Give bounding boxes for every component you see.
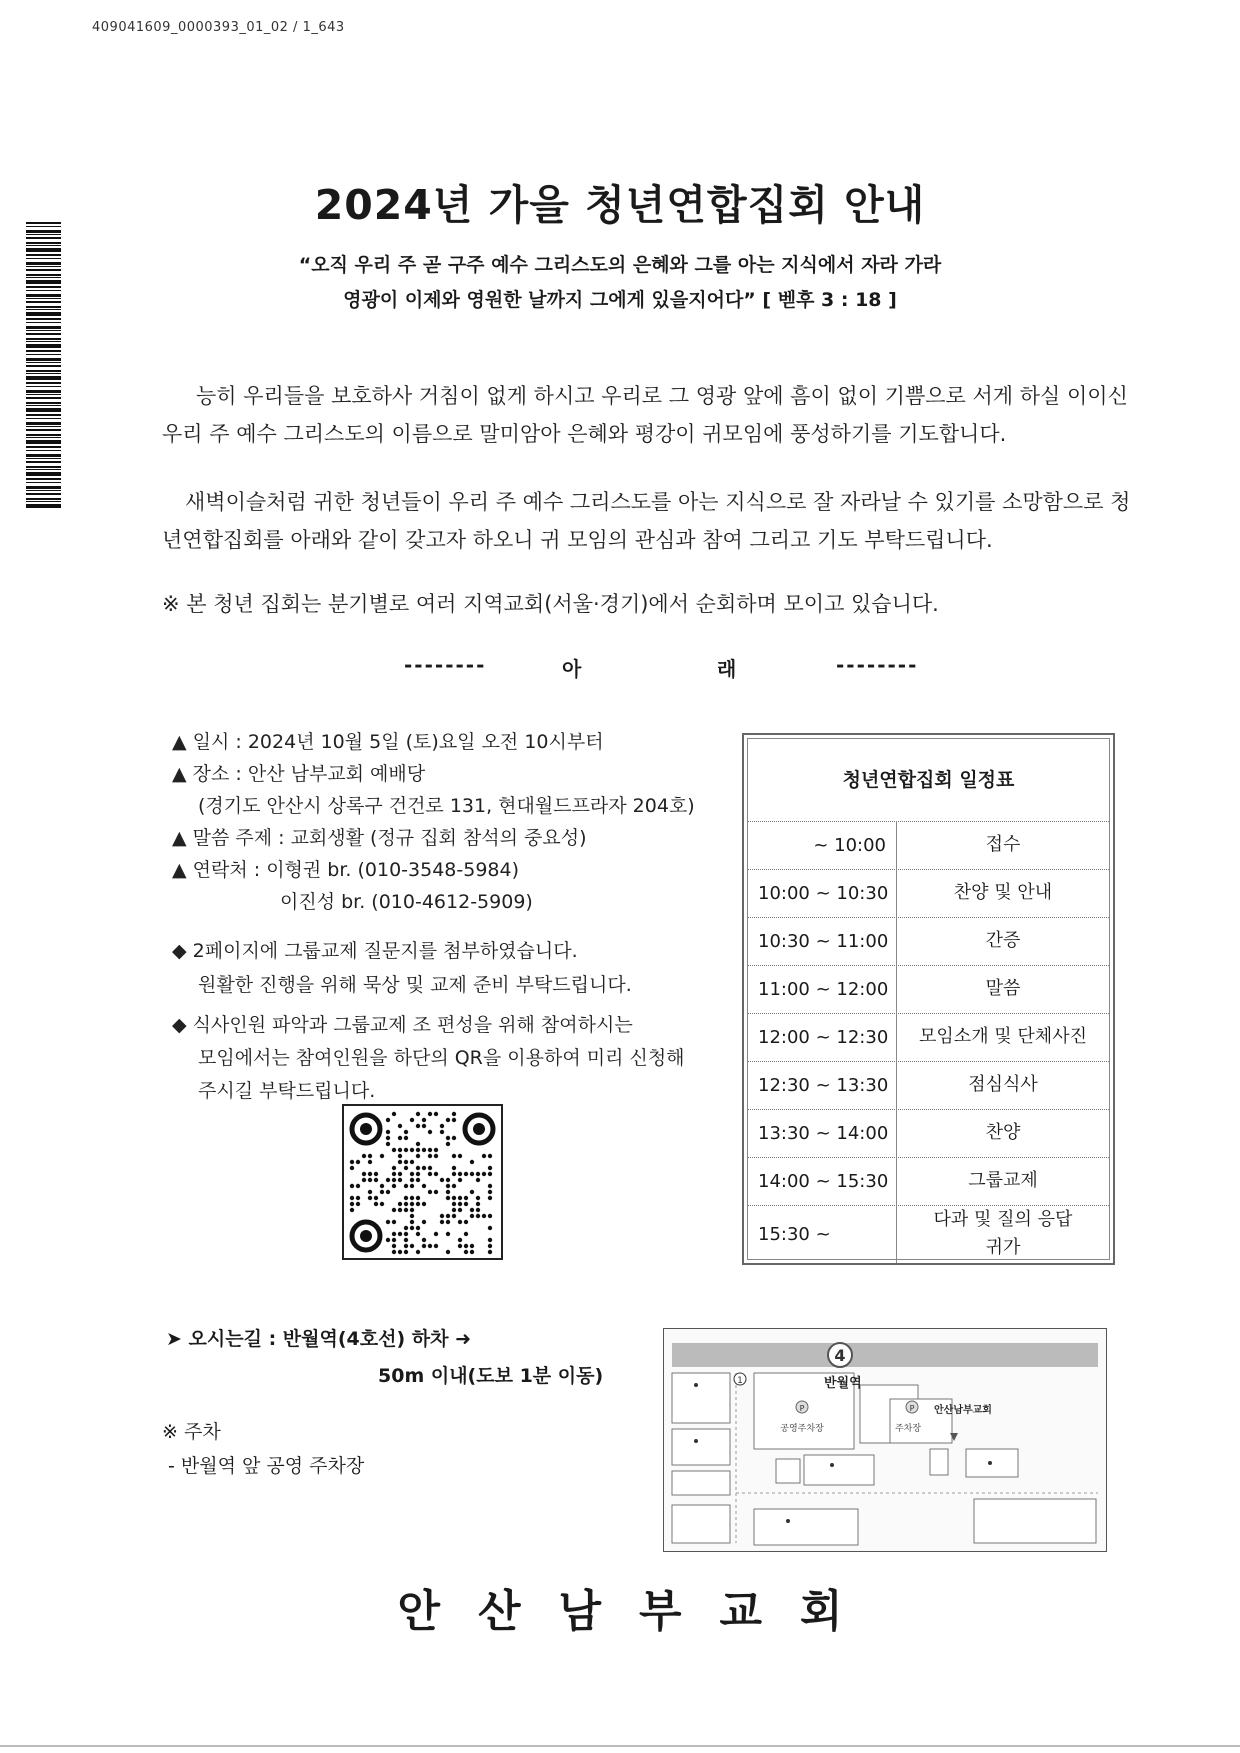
schedule-row <box>748 1205 1109 1263</box>
notice-2-line-3: 주시길 부탁드립니다. <box>198 1080 376 1102</box>
schedule-row <box>748 1157 1109 1206</box>
schedule-activity <box>897 1205 1109 1263</box>
notice-1-line-1: ◆ 2페이지에 그룹교제 질문지를 첨부하였습니다. <box>172 940 578 962</box>
parking-label: ※ 주차 <box>162 1421 221 1443</box>
notice-2-line-2: 모임에서는 참여인원을 하단의 QR을 이용하여 미리 신청해 <box>198 1047 685 1069</box>
divider-dashes-left: -------- <box>404 653 487 677</box>
page-title: 2024년 가을 청년연합집회 안내 <box>314 181 926 229</box>
notice-2-line-1: ◆ 식사인원 파악과 그룹교제 조 편성을 위해 참여하시는 <box>172 1014 633 1036</box>
directions-line-1: ➤ 오시는길 : 반월역(4호선) 하차 ➜ <box>166 1328 471 1350</box>
schedule-time: 13:30 ~ 14:00 <box>748 1109 897 1157</box>
document-id: 409041609_0000393_01_02 / 1_643 <box>92 20 345 35</box>
location-map <box>663 1328 1107 1552</box>
verse-line-1: “오직 우리 주 곧 구주 예수 그리스도의 은혜와 그를 아는 지식에서 자라 가라 <box>298 254 942 276</box>
map-public-parking-label: 공영주차장 <box>780 1424 824 1434</box>
schedule-time: 10:30 ~ 11:00 <box>748 917 897 965</box>
schedule-table <box>742 733 1115 1265</box>
schedule-time: 14:00 ~ 15:30 <box>748 1157 897 1205</box>
schedule-activity: 접수 <box>985 834 1021 855</box>
schedule-activity: 점심식사 <box>968 1074 1038 1095</box>
line-number-text: 4 <box>834 1346 846 1365</box>
schedule-row <box>748 1109 1109 1158</box>
schedule-time: 12:30 ~ 13:30 <box>748 1061 897 1109</box>
detail-sermon: ▲ 말씀 주제 : 교회생활 (정규 집회 참석의 중요성) <box>172 827 587 849</box>
parking-lot-icon: P <box>909 1404 915 1413</box>
detail-date: ▲ 일시 : 2024년 10월 5일 (토)요일 오전 10시부터 <box>172 731 604 753</box>
invitation-paragraph: 새벽이슬처럼 귀한 청년들이 우리 주 예수 그리스도를 아는 지식으로 잘 자라날 수 있기를 소망함으로 청년연합집회를 아래와 같이 갖고자 하오니 귀 모임의 관심과 참여 그리고 기도 부탁드립니다. <box>162 490 1131 552</box>
schedule-time: 12:00 ~ 12:30 <box>748 1013 897 1061</box>
schedule-row <box>748 1013 1109 1062</box>
divider-char-1: 아 <box>562 657 582 681</box>
divider-char-2: 래 <box>717 657 737 681</box>
schedule-row <box>748 869 1109 918</box>
schedule-row <box>748 1061 1109 1110</box>
schedule-time: 15:30 ~ <box>748 1205 897 1263</box>
rotation-note: ※ 본 청년 집회는 분기별로 여러 지역교회(서울·경기)에서 순회하며 모이고 있습니다. <box>162 592 939 616</box>
directions-line-2: 50m 이내(도보 1분 이동) <box>378 1365 604 1387</box>
schedule-activity-line-2: 귀가 <box>985 1237 1021 1258</box>
detail-contact-1: ▲ 연락처 : 이형권 br. (010-3548-5984) <box>172 859 520 881</box>
schedule-activity: 찬양 <box>985 1122 1021 1143</box>
schedule-activity-line-1: 다과 및 질의 응답 <box>933 1209 1073 1230</box>
schedule-activity: 말씀 <box>985 978 1021 999</box>
schedule-row <box>748 917 1109 966</box>
bottom-divider <box>0 1745 1240 1747</box>
map-parking-lot-label: 주차장 <box>894 1424 922 1434</box>
schedule-row <box>748 821 1109 870</box>
station-exit-number: 1 <box>737 1376 743 1386</box>
schedule-time: 10:00 ~ 10:30 <box>748 869 897 917</box>
greeting-paragraph: 능히 우리들을 보호하사 거침이 없게 하시고 우리로 그 영광 앞에 흠이 없이 기쁨으로 서게 하실 이이신 우리 주 예수 그리스도의 이름으로 말미암아 은혜와 평강이 귀모임에 풍성하기를 기도합니다. <box>162 384 1128 446</box>
schedule-activity: 그룹교제 <box>968 1170 1038 1191</box>
parking-info: - 반월역 앞 공영 주차장 <box>168 1455 365 1477</box>
schedule-activity: 모임소개 및 단체사진 <box>919 1026 1087 1047</box>
detail-contact-2: 이진성 br. (010-4612-5909) <box>280 891 533 913</box>
schedule-time: ~ 10:00 <box>748 821 897 869</box>
divider-dashes-right: -------- <box>836 653 919 677</box>
public-parking-icon: P <box>799 1404 805 1413</box>
detail-address: (경기도 안산시 상록구 건건로 131, 현대월드프라자 204호) <box>198 795 695 817</box>
rail-line <box>672 1343 1098 1367</box>
map-church-label: 안산남부교회 <box>934 1405 992 1416</box>
schedule-activity: 찬양 및 안내 <box>953 882 1053 903</box>
notice-1-line-2: 원활한 진행을 위해 묵상 및 교제 준비 부탁드립니다. <box>198 974 632 996</box>
verse-line-2: 영광이 이제와 영원한 날까지 그에게 있을지어다” [ 벧후 3 : 18 ] <box>343 289 897 311</box>
church-name: 안산남부교회 <box>397 1586 881 1637</box>
schedule-activity: 간증 <box>985 930 1021 951</box>
schedule-title: 청년연합집회 일정표 <box>748 739 1109 822</box>
map-station-label: 반월역 <box>824 1376 862 1391</box>
registration-qr-code[interactable] <box>342 1104 503 1260</box>
detail-place: ▲ 장소 : 안산 남부교회 예배당 <box>172 763 426 785</box>
schedule-row <box>748 965 1109 1014</box>
schedule-time: 11:00 ~ 12:00 <box>748 965 897 1013</box>
